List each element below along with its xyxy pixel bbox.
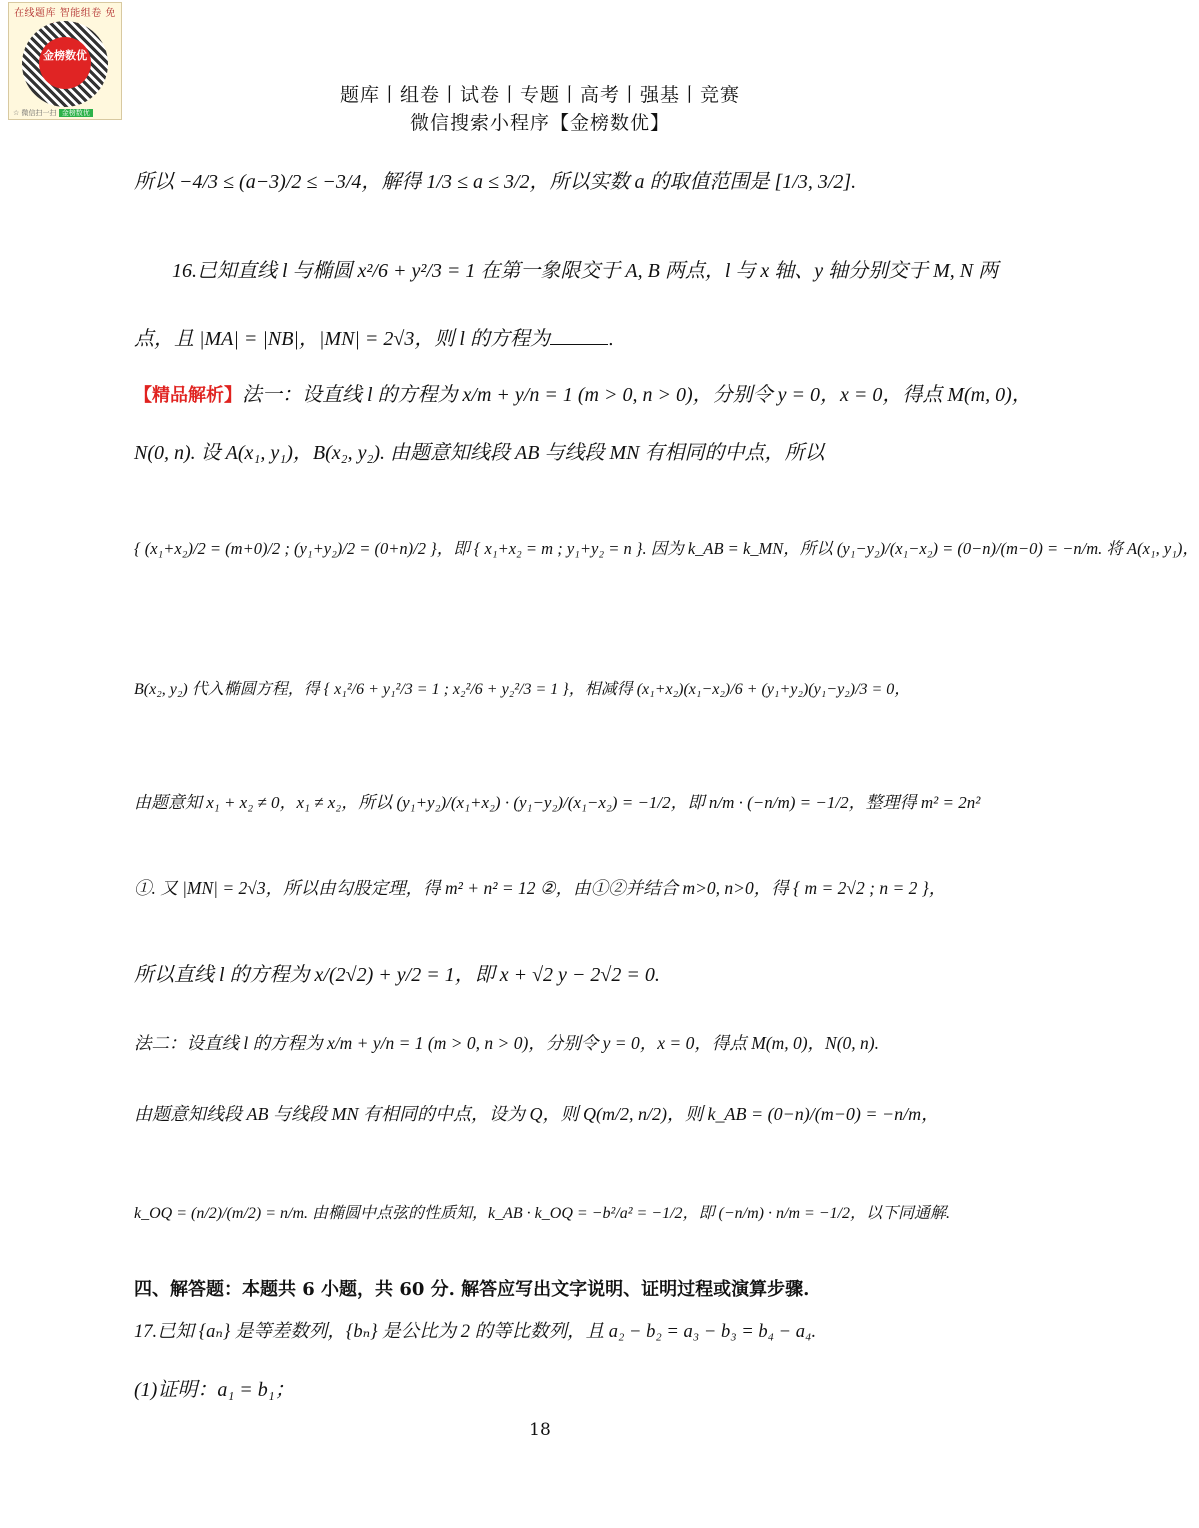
line-10: 所以直线 l 的方程为 x/(2√2) + y/2 = 1，即 x + √2 y − 2√2 = 0.: [134, 964, 660, 986]
header-nav: 题库丨组卷丨试卷丨专题丨高考丨强基丨竞赛: [339, 84, 740, 106]
header-subtitle: 微信搜索小程序【金榜数优】: [409, 112, 670, 134]
line-9: ①. 又 |MN| = 2√3，所以由勾股定理，得 m² + n² = 12 ②，由①②并结合 m>0, n>0，得 { m = 2√2 ; n = 2 }，: [134, 878, 947, 898]
line-11: 法二：设直线 l 的方程为 x/m + y/n = 1 (m > 0, n > 0)，分别令 y = 0，x = 0，得点 M(m, 0)，N(0, n).: [134, 1033, 880, 1053]
line-12: 由题意知线段 AB 与线段 MN 有相同的中点，设为 Q，则 Q(m/2, n/2)，则 k_AB = (0−n)/(m−0) = −n/m，: [134, 1104, 940, 1124]
qr-foot-text: 微信扫一扫: [21, 109, 57, 117]
qr-logo: 金榜数优: [39, 37, 91, 89]
line-1: 所以 −4/3 ≤ (a−3)/2 ≤ −3/4，解得 1/3 ≤ a ≤ 3/2，所以实数 a 的取值范围是 [1/3, 3/2].: [134, 171, 857, 193]
line-problem-17: 17.已知 {aₙ} 是等差数列，{bₙ} 是公比为 2 的等比数列，且 a₂ − b₂ = a₃ − b₃ = b₄ − a₄.: [134, 1322, 817, 1342]
line-13: k_OQ = (n/2)/(m/2) = n/m. 由椭圆中点弦的性质知，k_AB · k_OQ = −b²/a² = −1/2，即 (−n/m) · n/m = −1/2，以下同通解.: [134, 1205, 951, 1222]
line-part-1: (1)证明：a₁ = b₁；: [134, 1379, 295, 1401]
line-6: { (x₁+x₂)/2 = (m+0)/2 ; (y₁+y₂)/2 = (0+n)/2 }，即 { x₁+x₂ = m ; y₁+y₂ = n }. 因为 k_AB = k_MN，所以 (y₁−y₂)/(x₁−x₂) = (0−n)/(m−0) = −n/m. 将 A(x₁, y₁)，: [134, 539, 1199, 558]
qr-foot-brand: 金榜数优: [59, 109, 93, 117]
line-8: 由题意知 x₁ + x₂ ≠ 0，x₁ ≠ x₂，所以 (y₁+y₂)/(x₁+x₂) · (y₁−y₂)/(x₁−x₂) = −1/2，即 n/m · (−n/m) = −1/2，整理得 m² = 2n²: [134, 793, 981, 812]
line-4: 【精品解析】法一：设直线 l 的方程为 x/m + y/n = 1 (m > 0, n > 0)，分别令 y = 0，x = 0，得点 M(m, 0)，: [134, 384, 1032, 406]
qr-top-text: 在线题库 智能组卷 免: [14, 8, 116, 19]
line-problem-16: 16.已知直线 l 与椭圆 x²/6 + y²/3 = 1 在第一象限交于 A, B 两点，l 与 x 轴、y 轴分别交于 M, N 两: [172, 260, 999, 282]
page-number: 18: [529, 1420, 551, 1440]
answer-blank: [550, 330, 608, 345]
line-7: B(x₂, y₂) 代入椭圆方程，得 { x₁²/6 + y₁²/3 = 1 ; x₂²/6 + y₂²/3 = 1 }，相减得 (x₁+x₂)(x₁−x₂)/6 + (y₁+y₂)(y₁−y₂)/3 = 0，: [134, 681, 911, 698]
section-heading: 四、解答题：本题共 6 小题，共 60 分. 解答应写出文字说明、证明过程或演算步骤.: [134, 1279, 810, 1300]
line-3: 点，且 |MA| = |NB|，|MN| = 2√3，则 l 的方程为 .: [134, 328, 614, 350]
solution-label: 【精品解析】: [134, 385, 242, 406]
wechat-icon: ☆: [13, 109, 20, 117]
line-5: N(0, n). 设 A(x₁, y₁)，B(x₂, y₂). 由题意知线段 AB 与线段 MN 有相同的中点，所以: [134, 442, 825, 464]
